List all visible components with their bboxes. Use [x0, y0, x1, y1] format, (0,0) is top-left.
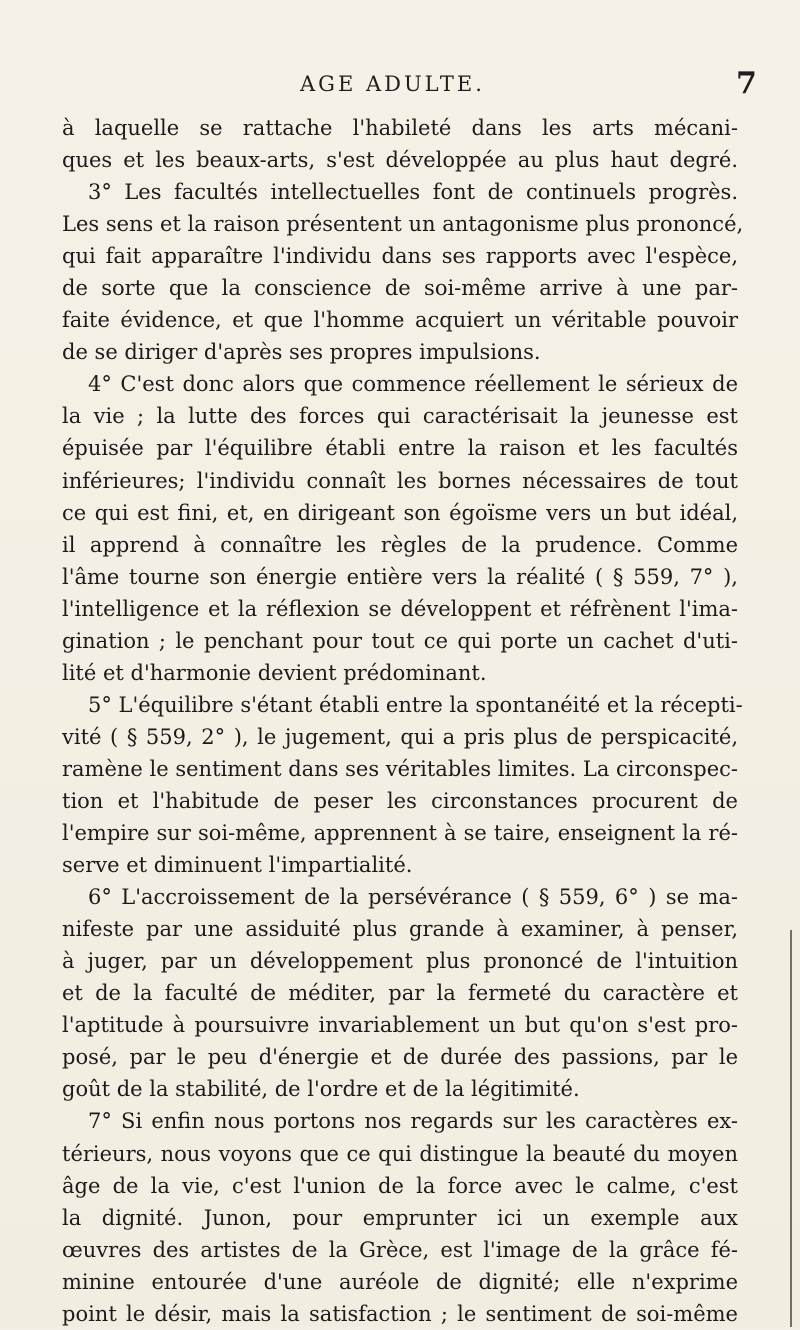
text-line: 4° C'est donc alors que commence réellement le sérieux de: [88, 372, 738, 397]
text-line: œuvres des artistes de la Grèce, est l'image de la grâce fé-: [62, 1237, 738, 1262]
text-line: de sorte que la conscience de soi-même arrive à une par-: [62, 276, 738, 301]
text-line: 6° L'accroissement de la persévérance ( § 559, 6° ) se ma-: [88, 885, 738, 910]
text-line: ramène le sentiment dans ses véritables limites. La circonspec-: [62, 756, 738, 781]
text-line: l'intelligence et la réflexion se développent et réfrènent l'ima-: [62, 596, 738, 621]
text-line: épuisée par l'équilibre établi entre la raison et les facultés: [62, 436, 738, 461]
text-line: la vie ; la lutte des forces qui caractérisait la jeunesse est: [62, 404, 738, 429]
body-text: [62, 112, 744, 1330]
text-line: la dignité. Junon, pour emprunter ici un exemple aux: [62, 1205, 738, 1230]
page-number: 7: [736, 66, 757, 101]
text-line: il apprend à connaître les règles de la prudence. Comme: [62, 532, 738, 557]
text-line: point le désir, mais la satisfaction ; le sentiment de soi-même: [62, 1301, 738, 1326]
text-line: l'âme tourne son énergie entière vers la réalité ( § 559, 7° ),: [62, 564, 738, 589]
text-line: posé, par le peu d'énergie et de durée des passions, par le: [62, 1045, 738, 1070]
text-line: 3° Les facultés intellectuelles font de continuels progrès.: [88, 180, 738, 205]
text-line: Les sens et la raison présentent un antagonisme plus prononcé,: [62, 212, 744, 237]
text-line: ce qui est fini, et, en dirigeant son égoïsme vers un but idéal,: [62, 500, 738, 525]
text-line: vité ( § 559, 2° ), le jugement, qui a pris plus de perspicacité,: [62, 724, 738, 749]
page-edge-line: [790, 930, 792, 1327]
text-line: nifeste par une assiduité plus grande à examiner, à penser,: [62, 917, 738, 942]
text-line: l'empire sur soi-même, apprennent à se taire, enseignent la ré-: [62, 821, 738, 846]
text-line: minine entourée d'une auréole de dignité; elle n'exprime: [62, 1269, 738, 1294]
text-line: inférieures; l'individu connaît les bornes nécessaires de tout: [62, 468, 738, 493]
text-line: à laquelle se rattache l'habileté dans les arts mécani-: [62, 116, 738, 140]
text-line: goût de la stabilité, de l'ordre et de la légitimité.: [62, 1077, 580, 1102]
text-line: serve et diminuent l'impartialité.: [62, 853, 413, 878]
text-line: et de la faculté de méditer, par la fermeté du caractère et: [62, 981, 738, 1006]
text-line: térieurs, nous voyons que ce qui distingue la beauté du moyen: [62, 1141, 738, 1166]
text-line: lité et d'harmonie devient prédominant.: [62, 660, 487, 685]
text-line: gination ; le penchant pour tout ce qui porte un cachet d'uti-: [62, 628, 738, 653]
text-line: à juger, par un développement plus prononcé de l'intuition: [62, 949, 738, 974]
text-line: de se diriger d'après ses propres impulsions.: [62, 340, 541, 365]
text-line: l'aptitude à poursuivre invariablement un but qu'on s'est pro-: [62, 1013, 738, 1038]
running-head: AGE ADULTE.: [300, 72, 485, 96]
text-line: ques et les beaux-arts, s'est développée au plus haut degré.: [62, 148, 738, 173]
text-line: faite évidence, et que l'homme acquiert un véritable pouvoir: [62, 308, 738, 333]
text-line: tion et l'habitude de peser les circonstances procurent de: [62, 788, 738, 813]
text-line: qui fait apparaître l'individu dans ses rapports avec l'espèce,: [62, 244, 738, 269]
page-header: [0, 66, 800, 112]
text-line: 7° Si enfin nous portons nos regards sur les caractères ex-: [88, 1109, 738, 1134]
text-line: 5° L'équilibre s'étant établi entre la spontanéité et la récepti-: [88, 692, 743, 717]
text-line: âge de la vie, c'est l'union de la force avec le calme, c'est: [62, 1173, 738, 1198]
